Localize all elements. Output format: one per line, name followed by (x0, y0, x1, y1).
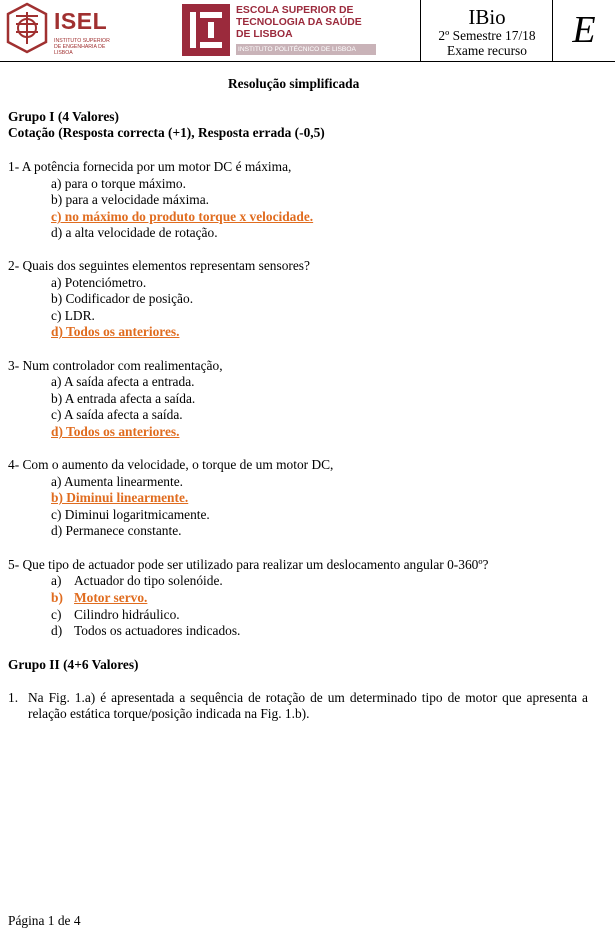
q3-option-d-answer: d) Todos os anteriores. (51, 424, 180, 439)
semester-label: 2º Semestre 17/18 (438, 28, 536, 43)
header-divider (420, 0, 421, 62)
group1-scoring: Cotação (Resposta correcta (+1), Resposta errada (-0,5) (8, 125, 325, 140)
question-4: 4- Com o aumento da velocidade, o torque de um motor DC, (8, 457, 334, 472)
q3-option-a: a) A saída afecta a entrada. (51, 374, 195, 389)
q5-option-b-letter: b) (51, 590, 63, 605)
q5-option-b-answer: Motor servo. (74, 590, 148, 605)
q5-option-c-letter: c) (51, 607, 62, 622)
isel-name: ISEL (54, 8, 108, 34)
question-3: 3- Num controlador com realimentação, (8, 358, 223, 373)
q5-option-a-letter: a) (51, 573, 62, 588)
q5-option-d-letter: d) (51, 623, 63, 638)
question-1: 1- A potência fornecida por um motor DC é máxima, (8, 159, 292, 174)
q5-option-c: Cilindro hidráulico. (74, 607, 180, 622)
q5-option-a: Actuador do tipo solenóide. (74, 573, 223, 588)
group2-q1-text: Na Fig. 1.a) é apresentada a sequência de rotação de um determinado tipo de motor que apresenta a relação estática torque/posição indicada na Fig. 1.b). (28, 690, 588, 721)
course-title: IBio (468, 5, 506, 29)
q2-option-b: b) Codificador de posição. (51, 291, 194, 306)
estesl-bar (236, 44, 376, 55)
q4-option-a: a) Aumenta linearmente. (51, 474, 183, 489)
group2-title: Grupo II (4+6 Valores) (8, 657, 139, 672)
estesl-mark-icon (182, 4, 230, 56)
isel-emblem-icon (6, 2, 48, 54)
estesl-line-1: ESCOLA SUPERIOR DE (236, 5, 354, 16)
isel-subtitle: INSTITUTO SUPERIOR DE ENGENHARIA DE LISBOA (54, 38, 110, 56)
page-header (0, 0, 615, 62)
q1-option-c-answer: c) no máximo do produto torque x velocidade. (51, 209, 314, 224)
doc-title: Resolução simplificada (228, 76, 360, 91)
q4-option-d: d) Permanece constante. (51, 523, 182, 538)
q2-option-a: a) Potenciómetro. (51, 275, 147, 290)
exam-variant: E (572, 9, 596, 51)
group2-q1-number: 1. (8, 690, 19, 705)
q5-option-d: Todos os actuadores indicados. (74, 623, 241, 638)
exam-label: Exame recurso (447, 43, 527, 58)
q1-option-b: b) para a velocidade máxima. (51, 192, 210, 207)
q3-option-b: b) A entrada afecta a saída. (51, 391, 196, 406)
course-box (425, 6, 549, 58)
question-2: 2- Quais dos seguintes elementos representam sensores? (8, 258, 310, 273)
isel-logo (0, 0, 120, 60)
q1-option-a: a) para o torque máximo. (51, 176, 186, 191)
header-rule (0, 61, 615, 62)
q4-option-b-answer: b) Diminui linearmente. (51, 490, 189, 505)
q2-option-d-answer: d) Todos os anteriores. (51, 324, 180, 339)
estesl-logo (180, 0, 380, 60)
question-5: 5- Que tipo de actuador pode ser utilizado para realizar um deslocamento angular 0-360º? (8, 557, 489, 572)
q4-option-c: c) Diminui logaritmicamente. (51, 507, 210, 522)
estesl-bar-label: INSTITUTO POLITÉCNICO DE LISBOA (238, 46, 356, 53)
q3-option-c: c) A saída afecta a saída. (51, 407, 183, 422)
estesl-line-2: TECNOLOGIA DA SAÚDE (236, 17, 362, 28)
q1-option-d: d) a alta velocidade de rotação. (51, 225, 218, 240)
page-number: Página 1 de 4 (8, 913, 81, 928)
q2-option-c: c) LDR. (51, 308, 95, 323)
group1-title: Grupo I (4 Valores) (8, 109, 119, 124)
estesl-line-3: DE LISBOA (236, 29, 293, 40)
